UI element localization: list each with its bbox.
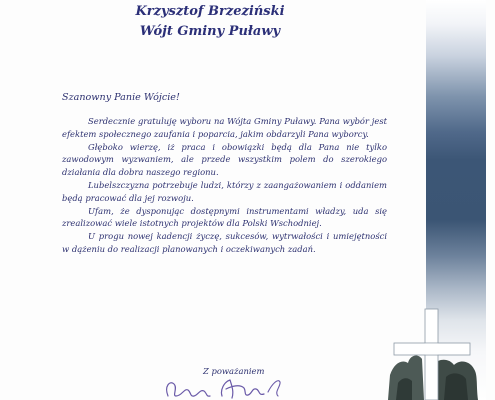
closing-line: Z poważaniem: [203, 366, 265, 376]
cross-emblem-icon: [388, 305, 478, 400]
author-name: Krzysztof Brzeziński: [135, 4, 285, 19]
paragraph-3: Lubelszczyzna potrzebuje ludzi, którzy z zaangażowaniem i oddaniem będą pracować dla jej rozwoju.: [62, 179, 387, 203]
paragraph-2: Głęboko wierzę, iż praca i obowiązki będą dla Pana nie tylko zawodowym wyzwaniem, ale przede wszystkim polem do szerokiego działania dla dobra naszego regionu.: [62, 141, 387, 178]
salutation: Szanowny Panie Wójcie!: [62, 92, 180, 103]
handwritten-signature: [160, 374, 290, 400]
paragraph-4: Ufam, że dysponując dostępnymi instrumentami władzy, uda się zrealizować wiele istotnych projektów dla Polski Wschodniej.: [62, 205, 387, 229]
letter-body: [62, 115, 387, 256]
author-title: Wójt Gminy Puławy: [139, 24, 281, 39]
paragraph-5: U progu nowej kadencji życzę, sukcesów, wytrwałości i umiejętności w dążeniu do realizacji planowanych i oczekiwanych zadań.: [62, 231, 387, 254]
paragraph-1: Serdecznie gratuluję wyboru na Wójta Gminy Puławy. Pana wybór jest efektem społecznego zaufania i poparcia, jakim obdarzyli Pana wyborcy.: [62, 116, 387, 139]
